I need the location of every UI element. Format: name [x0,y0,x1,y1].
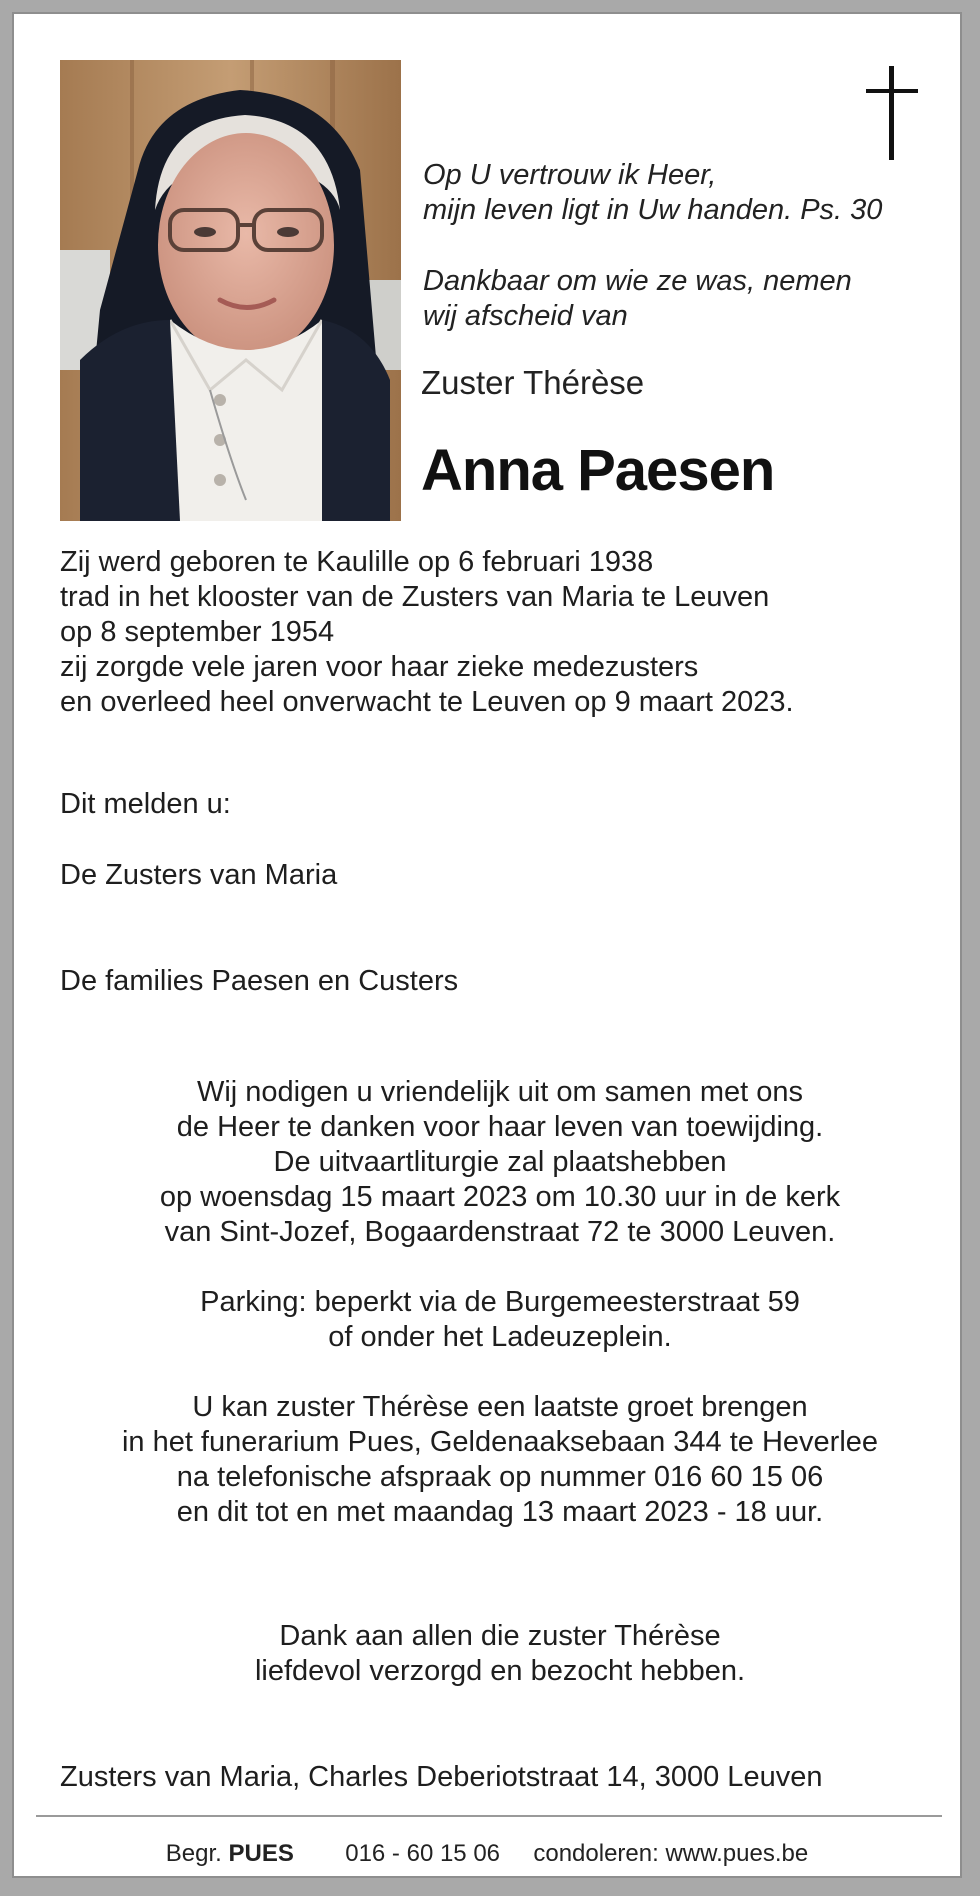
footer-phone: 016 - 60 15 06 [345,1840,501,1867]
visit-line: en dit tot en met maandag 13 maart 2023 - 18 uur. [176,1496,824,1528]
bible-verse [423,158,943,228]
funeral-company: PUES [228,1840,294,1867]
sender-address: Zusters van Maria, Charles Deberiotstraat 14, 3000 Leuven [60,1761,823,1793]
thanks-text [60,1619,940,1689]
parking-info [60,1285,940,1355]
thanks-line: liefdevol verzorgd en bezocht hebben. [254,1655,746,1687]
announce-text: Dit melden u: [60,788,231,820]
invitation-line: Wij nodigen u vriendelijk uit om samen met ons [196,1076,804,1108]
signer-sisters: De Zusters van Maria [60,859,338,891]
visit-line: na telefonische afspraak op nummer 016 60 15 06 [176,1461,824,1493]
invitation-line: de Heer te danken voor haar leven van toewijding. [176,1111,824,1143]
bio-line: en overleed heel onverwacht te Leuven op 9 maart 2023. [60,686,794,718]
bio-line: Zij werd geboren te Kaulille op 6 februari 1938 [60,546,654,578]
religious-name: Zuster Thérèse [421,364,645,401]
invitation-line: van Sint-Jozef, Bogaardenstraat 72 te 3000 Leuven. [164,1216,836,1248]
condolence-link[interactable]: condoleren: www.pues.be [533,1840,809,1867]
verse-line: Op U vertrouw ik Heer, [423,159,717,191]
biography [60,545,940,720]
invitation-line: De uitvaartliturgie zal plaatshebben [273,1146,727,1178]
parking-line: Parking: beperkt via de Burgemeesterstraat 59 [200,1286,800,1318]
bio-line: op 8 september 1954 [60,616,335,648]
footer-divider [36,1815,942,1817]
footer-prefix: Begr. [165,1840,222,1867]
visit-line: U kan zuster Thérèse een laatste groet brengen [192,1391,808,1423]
footer [14,1839,960,1869]
obituary-card [12,12,962,1878]
visit-line: in het funerarium Pues, Geldenaaksebaan 344 te Heverlee [121,1426,879,1458]
portrait-photo [60,60,401,521]
latin-cross-icon [862,62,922,162]
invitation-line: op woensdag 15 maart 2023 om 10.30 uur in de kerk [159,1181,841,1213]
intro-line: wij afscheid van [423,300,628,332]
visitation-info [60,1390,940,1530]
signer-families: De families Paesen en Custers [60,965,459,997]
deceased-name: Anna Paesen [421,438,775,503]
intro-line: Dankbaar om wie ze was, nemen [423,265,852,297]
parking-line: of onder het Ladeuzeplein. [328,1321,672,1353]
thanks-line: Dank aan allen die zuster Thérèse [279,1620,721,1652]
bio-line: zij zorgde vele jaren voor haar zieke medezusters [60,651,699,683]
intro-text [423,264,943,334]
bio-line: trad in het klooster van de Zusters van Maria te Leuven [60,581,770,613]
verse-line: mijn leven ligt in Uw handen. Ps. 30 [423,194,883,226]
funeral-invitation [60,1075,940,1250]
